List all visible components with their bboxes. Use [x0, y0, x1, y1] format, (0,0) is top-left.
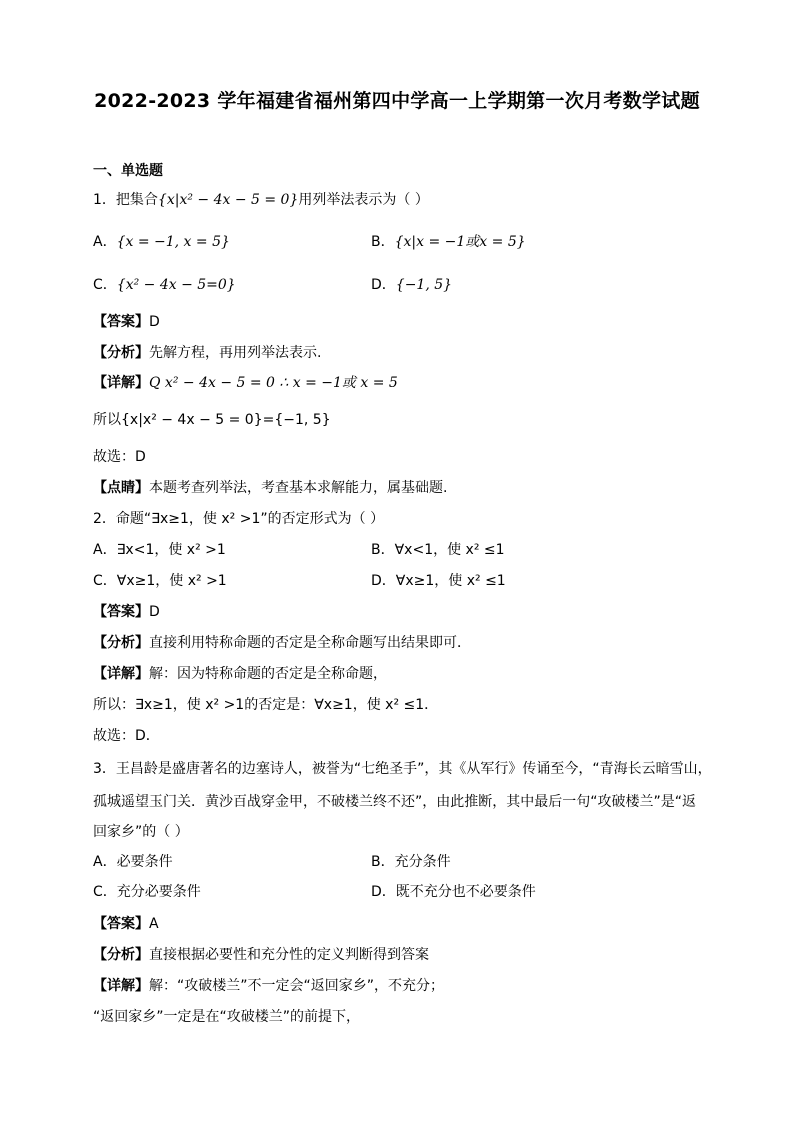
q3-detail-tag: 【详解】: [93, 978, 149, 994]
q1-stem: [93, 190, 429, 210]
section-heading: 一、单选题: [93, 163, 163, 179]
q1-analysis: [93, 343, 321, 363]
q2-option-a-label: A．: [93, 542, 117, 558]
q1-answer: [93, 312, 160, 332]
q3-analysis-tag: 【分析】: [93, 947, 149, 963]
q1-detail-text: Q x² − 4x − 5 = 0 ∴ x = −1或 x = 5: [149, 375, 398, 391]
q3-stem-line2: 孤城遥望玉门关．黄沙百战穿金甲，不破楼兰终不还”，由此推断，其中最后一句“攻破楼兰”是“返: [93, 794, 697, 810]
q3-analysis-text: 直接根据必要性和充分性的定义判断得到答案: [149, 947, 429, 963]
q2-answer-value: D: [149, 604, 160, 620]
q3-answer-value: A: [149, 916, 159, 932]
q1-option-c-text: {x² − 4x − 5=0}: [116, 277, 236, 293]
q1-analysis-text: 先解方程，再用列举法表示.: [149, 345, 322, 361]
q2-option-c: [93, 571, 227, 591]
q2-option-d: [371, 571, 506, 591]
q3-option-a: A．必要条件: [93, 854, 173, 870]
q3-detail-text: 解：“攻破楼兰”不一定会“返回家乡”，不充分；: [149, 978, 445, 994]
q1-option-c: [93, 275, 236, 295]
q1-detail-tag: 【详解】: [93, 375, 149, 391]
q1-option-a-label: A．: [93, 234, 117, 250]
q2-option-c-label: C．: [93, 573, 117, 589]
q1-detail: [93, 373, 398, 393]
q1-option-b: [371, 232, 526, 252]
q3-detail: [93, 976, 444, 996]
q3-stem-line1: 3．王昌龄是盛唐著名的边塞诗人，被誉为“七绝圣手”，其《从军行》传诵至今，“青海长云暗雪山，: [93, 761, 712, 777]
q2-option-b: [371, 540, 505, 560]
q3-stem-line3: 回家乡”的（ ）: [93, 824, 189, 840]
q1-detail-line2: 所以{x|x² − 4x − 5 = 0}={−1, 5}: [93, 412, 331, 428]
q2-answer-tag: 【答案】: [93, 604, 149, 620]
q2-option-b-label: B．: [371, 542, 395, 558]
q1-option-c-label: C．: [93, 277, 117, 293]
q1-option-b-text: {x|x = −1或x = 5}: [394, 234, 526, 250]
q2-option-d-label: D．: [371, 573, 396, 589]
q1-stem-suffix: 用列举法表示为（ ）: [298, 192, 429, 208]
q2-answer: [93, 602, 160, 622]
document-title: 2022-2023 学年福建省福州第四中学高一上学期第一次月考数学试题: [94, 90, 700, 112]
q1-option-d-text: {−1, 5}: [395, 277, 453, 293]
q2-detail-line2: 所以：∃x≥1，使 x² >1的否定是：∀x≥1，使 x² ≤1．: [93, 697, 439, 713]
q2-analysis-tag: 【分析】: [93, 635, 149, 651]
q1-option-d-label: D．: [371, 277, 396, 293]
q1-comment: [93, 478, 447, 498]
q3-answer: [93, 914, 159, 934]
q3-detail-line2: “返回家乡”一定是在“攻破楼兰”的前提下，: [93, 1009, 361, 1025]
q1-comment-tag: 【点睛】: [93, 480, 149, 496]
q2-conclusion: 故选：D．: [93, 728, 160, 744]
q2-analysis-text: 直接利用特称命题的否定是全称命题写出结果即可．: [149, 635, 471, 651]
q2-detail-tag: 【详解】: [93, 666, 149, 682]
q2-stem: 2．命题“∃x≥1，使 x² >1”的否定形式为（ ）: [93, 511, 385, 527]
q1-conclusion: 故选：D: [93, 449, 146, 465]
q1-stem-prefix: 1．把集合: [93, 192, 158, 208]
q3-analysis: [93, 945, 429, 965]
q1-option-a: [93, 232, 230, 252]
q1-answer-tag: 【答案】: [93, 314, 149, 330]
q1-comment-text: 本题考查列举法，考查基本求解能力，属基础题.: [149, 480, 448, 496]
q2-option-b-text: ∀x<1，使 x² ≤1: [394, 542, 505, 558]
q1-analysis-tag: 【分析】: [93, 345, 149, 361]
q1-answer-value: D: [149, 314, 160, 330]
q3-option-d: D．既不充分也不必要条件: [371, 884, 536, 900]
q1-option-d: [371, 275, 452, 295]
q2-analysis: [93, 633, 471, 653]
q2-option-a: [93, 540, 226, 560]
q1-option-a-text: {x = −1, x = 5}: [116, 234, 230, 250]
q3-answer-tag: 【答案】: [93, 916, 149, 932]
q1-stem-math: {x|x² − 4x − 5 = 0}: [157, 192, 299, 208]
q3-option-c: C．充分必要条件: [93, 884, 201, 900]
q2-detail-text: 解：因为特称命题的否定是全称命题，: [149, 666, 387, 682]
q2-detail: [93, 664, 387, 684]
q2-option-d-text: ∀x≥1，使 x² ≤1: [395, 573, 506, 589]
q2-option-a-text: ∃x<1，使 x² >1: [116, 542, 226, 558]
q2-option-c-text: ∀x≥1，使 x² >1: [116, 573, 227, 589]
q1-option-b-label: B．: [371, 234, 395, 250]
q3-option-b: B．充分条件: [371, 854, 451, 870]
